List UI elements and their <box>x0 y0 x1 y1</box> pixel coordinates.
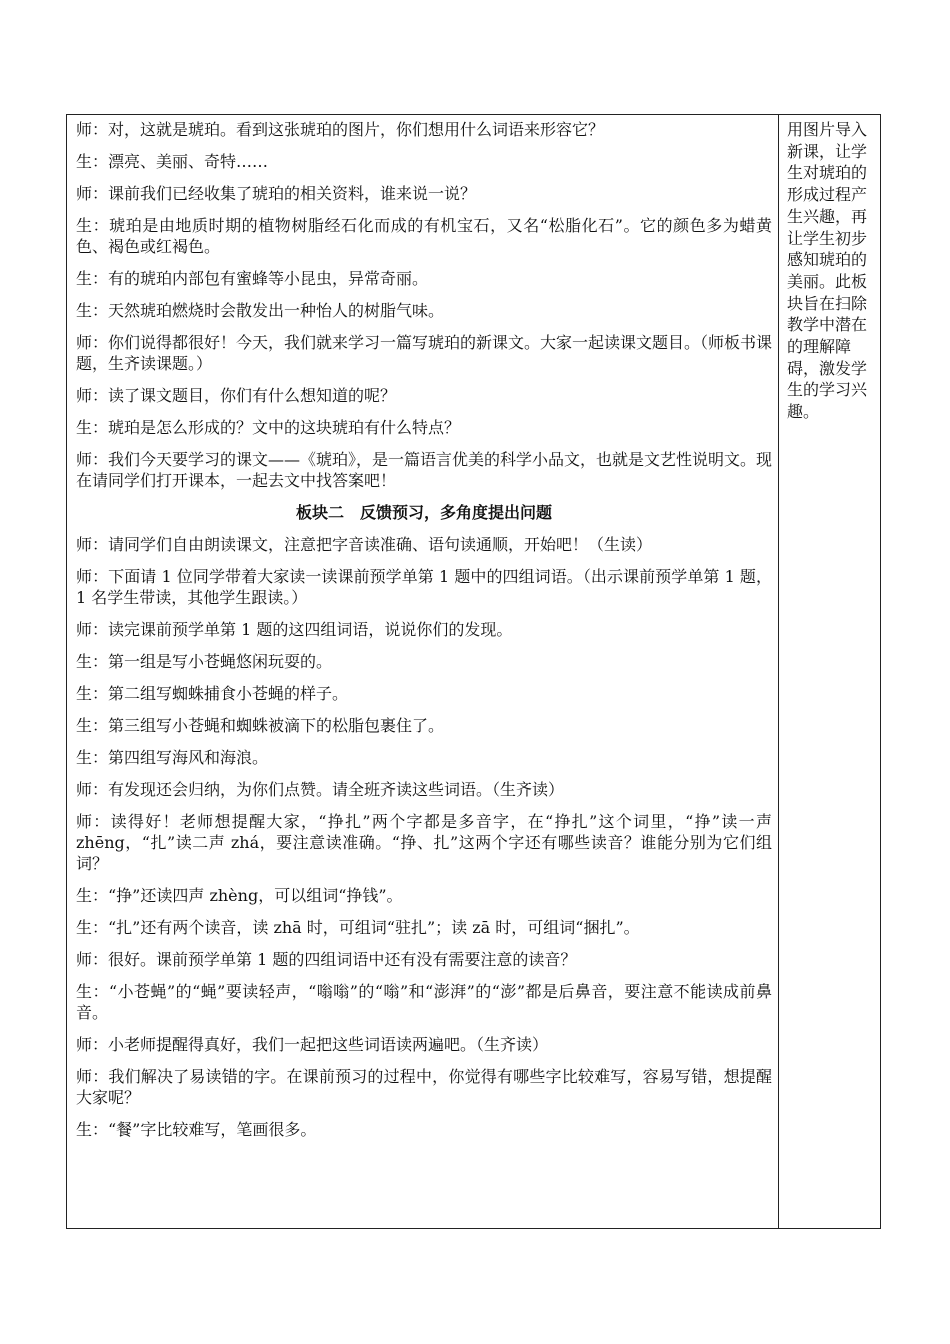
section-heading: 板块二 反馈预习，多角度提出问题 <box>295 503 552 522</box>
dialogue-line: 师：有发现还会归纳，为你们点赞。请全班齐读这些词语。（生齐读） <box>76 780 565 799</box>
dialogue-line: 师：课前我们已经收集了琥珀的相关资料，谁来说一说？ <box>76 184 477 203</box>
dialogue-line: 生：“挣”还读四声 zhèng，可以组词“挣钱”。 <box>76 886 403 905</box>
design-intent-note: 用图片导入新课，让学生对琥珀的形成过程产生兴趣，再让学生初步感知琥珀的美丽。此板块旨在扫除教学中潜在的理解障碍，激发学生的学习兴趣。 <box>787 120 868 422</box>
dialogue-line: 生：第四组写海风和海浪。 <box>76 748 269 767</box>
dialogue-line: 生：第二组写蜘蛛捕食小苍蝇的样子。 <box>76 684 349 703</box>
dialogue-line: 师：下面请 1 位同学带着大家读一读课前预学单第 1 题中的四组词语。（出示课前预学单第 1 题，1 名学生带读，其他学生跟读。） <box>76 567 772 607</box>
dialogue-line: 师：读完课前预学单第 1 题的这四组词语，说说你们的发现。 <box>76 620 513 639</box>
dialogue-line: 生：琥珀是由地质时期的植物树脂经石化而成的有机宝石，又名“松脂化石”。它的颜色多为蜡黄色、褐色或红褐色。 <box>76 216 772 256</box>
dialogue-line: 师：你们说得都很好！今天，我们就来学习一篇写琥珀的新课文。大家一起读课文题目。（师板书课题，生齐读课题。） <box>76 333 773 373</box>
dialogue-line: 师：我们今天要学习的课文——《琥珀》，是一篇语言优美的科学小品文，也就是文艺性说明文。现在请同学们打开课本，一起去文中找答案吧！ <box>76 450 773 490</box>
dialogue-line: 生：第三组写小苍蝇和蜘蛛被滴下的松脂包裹住了。 <box>76 716 445 735</box>
lesson-process-column <box>67 115 779 1228</box>
dialogue-line: 生：“小苍蝇”的“蝇”要读轻声，“嗡嗡”的“嗡”和“澎湃”的“澎”都是后鼻音，要注意不能读成前鼻音。 <box>76 982 772 1022</box>
design-intent-column <box>779 115 880 1228</box>
dialogue-line: 生：“扎”还有两个读音，读 zhā 时，可组词“驻扎”；读 zā 时，可组词“捆扎”。 <box>76 918 640 937</box>
dialogue-line: 师：请同学们自由朗读课文，注意把字音读准确、语句读通顺，开始吧！（生读） <box>76 535 653 554</box>
lesson-plan-table <box>66 114 881 1229</box>
dialogue-line: 师：对，这就是琥珀。看到这张琥珀的图片，你们想用什么词语来形容它？ <box>76 120 605 139</box>
dialogue-line: 生：漂亮、美丽、奇特…… <box>76 152 269 171</box>
dialogue-line: 生：琥珀是怎么形成的？文中的这块琥珀有什么特点？ <box>76 418 461 437</box>
dialogue-line: 师：读得好！老师想提醒大家，“挣扎”两个字都是多音字，在“挣扎”这个词里，“挣”读一声 zhēng，“扎”读二声 zhá，要注意读准确。“挣、扎”这两个字还有哪些读音？谁能分别为它们组词？ <box>76 812 772 873</box>
dialogue-line: 生：有的琥珀内部包有蜜蜂等小昆虫，异常奇丽。 <box>76 269 429 288</box>
dialogue-line: 生：第一组是写小苍蝇悠闲玩耍的。 <box>76 652 333 671</box>
dialogue-line: 师：小老师提醒得真好，我们一起把这些词语读两遍吧。（生齐读） <box>76 1035 549 1054</box>
dialogue-line: 生：“餐”字比较难写，笔画很多。 <box>76 1120 317 1139</box>
dialogue-line: 生：天然琥珀燃烧时会散发出一种怡人的树脂气味。 <box>76 301 445 320</box>
dialogue-line: 师：读了课文题目，你们有什么想知道的呢？ <box>76 386 397 405</box>
dialogue-line: 师：我们解决了易读错的字。在课前预习的过程中，你觉得有哪些字比较难写，容易写错，想提醒大家呢？ <box>76 1067 772 1107</box>
dialogue-line: 师：很好。课前预学单第 1 题的四组词语中还有没有需要注意的读音？ <box>76 950 577 969</box>
